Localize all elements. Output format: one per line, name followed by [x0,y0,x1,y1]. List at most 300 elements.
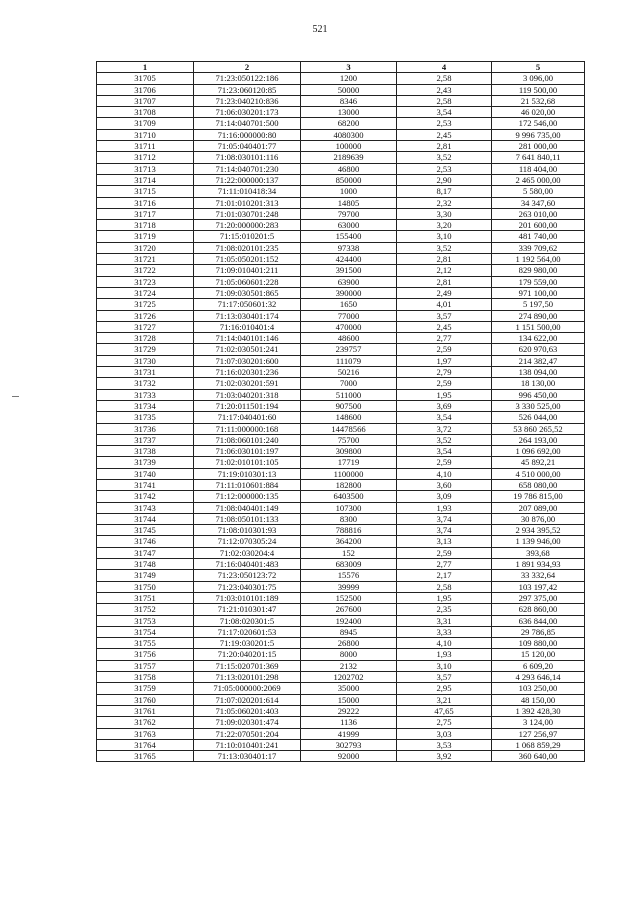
row-number-cell: 31725 [97,299,194,310]
cadastral-number-cell: 71:11:010418:34 [194,186,301,197]
cadastral-number-cell: 71:17:040401:60 [194,412,301,423]
row-number-cell: 31755 [97,638,194,649]
column-header: 3 [301,62,397,73]
value-cell: 48 150,00 [492,694,585,705]
row-number-cell: 31723 [97,276,194,287]
table-row [97,174,585,185]
area-cell: 63900 [301,276,397,287]
rate-cell: 3,72 [397,423,492,434]
row-number-cell: 31753 [97,615,194,626]
area-cell: 511000 [301,389,397,400]
table-row [97,694,585,705]
rate-cell: 3,13 [397,536,492,547]
value-cell: 481 740,00 [492,231,585,242]
area-cell: 48600 [301,333,397,344]
row-number-cell: 31714 [97,174,194,185]
table-row [97,457,585,468]
rate-cell: 2,81 [397,254,492,265]
row-number-cell: 31729 [97,344,194,355]
row-number-cell: 31722 [97,265,194,276]
area-cell: 309800 [301,446,397,457]
value-cell: 5 197,50 [492,299,585,310]
value-cell: 1 139 946,00 [492,536,585,547]
row-number-cell: 31748 [97,559,194,570]
value-cell: 127 256,97 [492,728,585,739]
cadastral-number-cell: 71:11:000000:168 [194,423,301,434]
area-cell: 13000 [301,107,397,118]
cadastral-number-cell: 71:05:040401:77 [194,141,301,152]
value-cell: 5 580,00 [492,186,585,197]
cadastral-number-cell: 71:08:040401:149 [194,502,301,513]
table-row [97,717,585,728]
row-number-cell: 31718 [97,220,194,231]
table-row [97,468,585,479]
value-cell: 2 934 395,52 [492,525,585,536]
area-cell: 29222 [301,705,397,716]
value-cell: 3 124,00 [492,717,585,728]
column-header: 1 [97,62,194,73]
cadastral-number-cell: 71:09:020301:474 [194,717,301,728]
area-cell: 68200 [301,118,397,129]
area-cell: 391500 [301,265,397,276]
row-number-cell: 31724 [97,287,194,298]
rate-cell: 2,58 [397,95,492,106]
rate-cell: 3,57 [397,672,492,683]
row-number-cell: 31757 [97,660,194,671]
row-number-cell: 31759 [97,683,194,694]
area-cell: 79700 [301,208,397,219]
rate-cell: 3,52 [397,434,492,445]
cadastral-number-cell: 71:17:050601:32 [194,299,301,310]
area-cell: 192400 [301,615,397,626]
row-number-cell: 31710 [97,129,194,140]
area-cell: 77000 [301,310,397,321]
table-row [97,73,585,84]
rate-cell: 3,69 [397,400,492,411]
table-row [97,739,585,750]
value-cell: 134 622,00 [492,333,585,344]
row-number-cell: 31749 [97,570,194,581]
rate-cell: 2,59 [397,344,492,355]
area-cell: 15576 [301,570,397,581]
area-cell: 364200 [301,536,397,547]
cadastral-number-cell: 71:16:040401:483 [194,559,301,570]
table-row [97,412,585,423]
area-cell: 35000 [301,683,397,694]
cadastral-number-cell: 71:02:030201:591 [194,378,301,389]
cadastral-number-cell: 71:02:030501:241 [194,344,301,355]
area-cell: 63000 [301,220,397,231]
rate-cell: 3,52 [397,242,492,253]
value-cell: 2 465 000,00 [492,174,585,185]
table-row [97,536,585,547]
table-row [97,683,585,694]
area-cell: 1136 [301,717,397,728]
cadastral-number-cell: 71:12:070305:24 [194,536,301,547]
table-row [97,367,585,378]
value-cell: 1 392 428,30 [492,705,585,716]
rate-cell: 2,45 [397,321,492,332]
table-row [97,423,585,434]
cadastral-number-cell: 71:22:070501:204 [194,728,301,739]
area-cell: 470000 [301,321,397,332]
rate-cell: 3,74 [397,525,492,536]
table-row [97,265,585,276]
row-number-cell: 31756 [97,649,194,660]
row-number-cell: 31734 [97,400,194,411]
cadastral-number-cell: 71:01:030701:248 [194,208,301,219]
table-row [97,118,585,129]
rate-cell: 1,95 [397,389,492,400]
rate-cell: 3,33 [397,626,492,637]
rate-cell: 2,90 [397,174,492,185]
table-body [97,73,585,762]
cadastral-number-cell: 71:02:010101:105 [194,457,301,468]
table-row [97,479,585,490]
table-row [97,276,585,287]
area-cell: 2132 [301,660,397,671]
row-number-cell: 31750 [97,581,194,592]
row-number-cell: 31720 [97,242,194,253]
area-cell: 41999 [301,728,397,739]
rate-cell: 3,74 [397,513,492,524]
cadastral-number-cell: 71:17:020601:53 [194,626,301,637]
cadastral-number-cell: 71:23:040301:75 [194,581,301,592]
area-cell: 1202702 [301,672,397,683]
rate-cell: 2,75 [397,717,492,728]
row-number-cell: 31765 [97,751,194,762]
table-row [97,660,585,671]
value-cell: 1 192 564,00 [492,254,585,265]
area-cell: 39999 [301,581,397,592]
row-number-cell: 31742 [97,491,194,502]
rate-cell: 2,58 [397,73,492,84]
cadastral-number-cell: 71:23:060120:85 [194,84,301,95]
rate-cell: 2,77 [397,559,492,570]
table-row [97,649,585,660]
table-row [97,242,585,253]
value-cell: 829 980,00 [492,265,585,276]
cadastral-number-cell: 71:23:050123:72 [194,570,301,581]
cadastral-number-cell: 71:14:040701:230 [194,163,301,174]
margin-mark [12,396,19,397]
area-cell: 14478566 [301,423,397,434]
data-table [96,61,585,762]
rate-cell: 3,54 [397,107,492,118]
cadastral-number-cell: 71:08:020101:235 [194,242,301,253]
row-number-cell: 31746 [97,536,194,547]
value-cell: 45 892,21 [492,457,585,468]
rate-cell: 2,45 [397,129,492,140]
value-cell: 30 876,00 [492,513,585,524]
cadastral-number-cell: 71:08:030101:116 [194,152,301,163]
cadastral-number-cell: 71:03:040201:318 [194,389,301,400]
cadastral-number-cell: 71:09:030501:865 [194,287,301,298]
table-row [97,525,585,536]
value-cell: 360 640,00 [492,751,585,762]
area-cell: 111079 [301,355,397,366]
area-cell: 1100000 [301,468,397,479]
cadastral-number-cell: 71:08:020301:5 [194,615,301,626]
area-cell: 907500 [301,400,397,411]
table-row [97,231,585,242]
table-row [97,333,585,344]
table-row [97,751,585,762]
rate-cell: 2,49 [397,287,492,298]
rate-cell: 2,95 [397,683,492,694]
value-cell: 274 890,00 [492,310,585,321]
column-header: 2 [194,62,301,73]
rate-cell: 1,93 [397,649,492,660]
rate-cell: 2,59 [397,457,492,468]
rate-cell: 3,52 [397,152,492,163]
area-cell: 1000 [301,186,397,197]
table-row [97,310,585,321]
rate-cell: 47,65 [397,705,492,716]
table-row [97,502,585,513]
row-number-cell: 31726 [97,310,194,321]
header-row [97,62,585,73]
rate-cell: 2,17 [397,570,492,581]
row-number-cell: 31754 [97,626,194,637]
area-cell: 8346 [301,95,397,106]
table-row [97,355,585,366]
table-row [97,638,585,649]
area-cell: 14805 [301,197,397,208]
table-row [97,615,585,626]
table-row [97,626,585,637]
cadastral-number-cell: 71:13:030401:17 [194,751,301,762]
table-row [97,547,585,558]
area-cell: 26800 [301,638,397,649]
table-row [97,344,585,355]
cadastral-number-cell: 71:19:010301:13 [194,468,301,479]
area-cell: 155400 [301,231,397,242]
value-cell: 1 891 934,93 [492,559,585,570]
row-number-cell: 31713 [97,163,194,174]
cadastral-number-cell: 71:12:000000:135 [194,491,301,502]
value-cell: 1 068 859,29 [492,739,585,750]
table-row [97,389,585,400]
rate-cell: 2,32 [397,197,492,208]
rate-cell: 3,03 [397,728,492,739]
cadastral-number-cell: 71:22:000000:137 [194,174,301,185]
table-row [97,84,585,95]
rate-cell: 2,43 [397,84,492,95]
area-cell: 50216 [301,367,397,378]
value-cell: 297 375,00 [492,592,585,603]
cadastral-number-cell: 71:20:040201:15 [194,649,301,660]
row-number-cell: 31711 [97,141,194,152]
cadastral-number-cell: 71:23:050122:186 [194,73,301,84]
value-cell: 628 860,00 [492,604,585,615]
area-cell: 8945 [301,626,397,637]
cadastral-number-cell: 71:05:060201:403 [194,705,301,716]
table-row [97,446,585,457]
cadastral-number-cell: 71:05:000000:2069 [194,683,301,694]
area-cell: 4080300 [301,129,397,140]
value-cell: 172 546,00 [492,118,585,129]
rate-cell: 2,79 [397,367,492,378]
value-cell: 53 860 265,52 [492,423,585,434]
cadastral-number-cell: 71:08:010301:93 [194,525,301,536]
value-cell: 658 080,00 [492,479,585,490]
rate-cell: 2,12 [397,265,492,276]
value-cell: 201 600,00 [492,220,585,231]
value-cell: 21 532,68 [492,95,585,106]
value-cell: 103 197,42 [492,581,585,592]
table-row [97,378,585,389]
value-cell: 179 559,00 [492,276,585,287]
row-number-cell: 31740 [97,468,194,479]
area-cell: 107300 [301,502,397,513]
table-row [97,186,585,197]
value-cell: 29 786,85 [492,626,585,637]
rate-cell: 4,10 [397,468,492,479]
value-cell: 109 880,00 [492,638,585,649]
value-cell: 264 193,00 [492,434,585,445]
area-cell: 152500 [301,592,397,603]
rate-cell: 3,60 [397,479,492,490]
rate-cell: 2,58 [397,581,492,592]
row-number-cell: 31733 [97,389,194,400]
rate-cell: 2,59 [397,547,492,558]
rate-cell: 3,31 [397,615,492,626]
row-number-cell: 31736 [97,423,194,434]
row-number-cell: 31738 [97,446,194,457]
row-number-cell: 31706 [97,84,194,95]
cadastral-number-cell: 71:08:050101:133 [194,513,301,524]
row-number-cell: 31752 [97,604,194,615]
row-number-cell: 31716 [97,197,194,208]
value-cell: 3 096,00 [492,73,585,84]
cadastral-number-cell: 71:07:020201:614 [194,694,301,705]
rate-cell: 3,21 [397,694,492,705]
area-cell: 97338 [301,242,397,253]
area-cell: 390000 [301,287,397,298]
value-cell: 9 996 735,00 [492,129,585,140]
row-number-cell: 31758 [97,672,194,683]
value-cell: 7 641 840,11 [492,152,585,163]
table-row [97,400,585,411]
cadastral-number-cell: 71:03:010101:189 [194,592,301,603]
value-cell: 138 094,00 [492,367,585,378]
rate-cell: 4,01 [397,299,492,310]
row-number-cell: 31708 [97,107,194,118]
cadastral-number-cell: 71:05:060601:228 [194,276,301,287]
rate-cell: 3,92 [397,751,492,762]
area-cell: 182800 [301,479,397,490]
area-cell: 302793 [301,739,397,750]
cadastral-number-cell: 71:11:010601:884 [194,479,301,490]
table-row [97,197,585,208]
row-number-cell: 31709 [97,118,194,129]
table-row [97,107,585,118]
row-number-cell: 31739 [97,457,194,468]
value-cell: 339 709,62 [492,242,585,253]
value-cell: 620 970,63 [492,344,585,355]
rate-cell: 2,81 [397,276,492,287]
table-row [97,163,585,174]
rate-cell: 3,20 [397,220,492,231]
column-header: 4 [397,62,492,73]
area-cell: 17719 [301,457,397,468]
table-row [97,287,585,298]
row-number-cell: 31712 [97,152,194,163]
cadastral-number-cell: 71:06:030201:173 [194,107,301,118]
area-cell: 6403500 [301,491,397,502]
area-cell: 75700 [301,434,397,445]
value-cell: 393,68 [492,547,585,558]
value-cell: 103 250,00 [492,683,585,694]
cadastral-number-cell: 71:09:010401:211 [194,265,301,276]
cadastral-number-cell: 71:06:030101:197 [194,446,301,457]
area-cell: 267600 [301,604,397,615]
cadastral-number-cell: 71:10:010401:241 [194,739,301,750]
rate-cell: 3,10 [397,231,492,242]
row-number-cell: 31705 [97,73,194,84]
row-number-cell: 31751 [97,592,194,603]
cadastral-number-cell: 71:13:030401:174 [194,310,301,321]
value-cell: 996 450,00 [492,389,585,400]
rate-cell: 3,57 [397,310,492,321]
rate-cell: 4,10 [397,638,492,649]
value-cell: 34 347,60 [492,197,585,208]
area-cell: 424400 [301,254,397,265]
cadastral-number-cell: 71:16:010401:4 [194,321,301,332]
table-row [97,570,585,581]
row-number-cell: 31747 [97,547,194,558]
value-cell: 6 609,20 [492,660,585,671]
value-cell: 4 510 000,00 [492,468,585,479]
table-row [97,321,585,332]
table-row [97,95,585,106]
rate-cell: 2,59 [397,378,492,389]
table-row [97,208,585,219]
cadastral-number-cell: 71:07:030201:600 [194,355,301,366]
value-cell: 3 330 525,00 [492,400,585,411]
row-number-cell: 31764 [97,739,194,750]
cadastral-number-cell: 71:14:040101:146 [194,333,301,344]
area-cell: 1650 [301,299,397,310]
rate-cell: 3,09 [397,491,492,502]
area-cell: 92000 [301,751,397,762]
area-cell: 2189639 [301,152,397,163]
area-cell: 7000 [301,378,397,389]
cadastral-number-cell: 71:16:020301:236 [194,367,301,378]
area-cell: 850000 [301,174,397,185]
cadastral-number-cell: 71:20:000000:283 [194,220,301,231]
row-number-cell: 31760 [97,694,194,705]
rate-cell: 1,95 [397,592,492,603]
area-cell: 50000 [301,84,397,95]
row-number-cell: 31745 [97,525,194,536]
row-number-cell: 31728 [97,333,194,344]
row-number-cell: 31717 [97,208,194,219]
row-number-cell: 31763 [97,728,194,739]
value-cell: 1 096 692,00 [492,446,585,457]
cadastral-number-cell: 71:15:020701:369 [194,660,301,671]
row-number-cell: 31721 [97,254,194,265]
row-number-cell: 31743 [97,502,194,513]
rate-cell: 8,17 [397,186,492,197]
cadastral-number-cell: 71:15:010201:5 [194,231,301,242]
rate-cell: 3,53 [397,739,492,750]
area-cell: 683009 [301,559,397,570]
row-number-cell: 31762 [97,717,194,728]
value-cell: 263 010,00 [492,208,585,219]
table-row [97,728,585,739]
